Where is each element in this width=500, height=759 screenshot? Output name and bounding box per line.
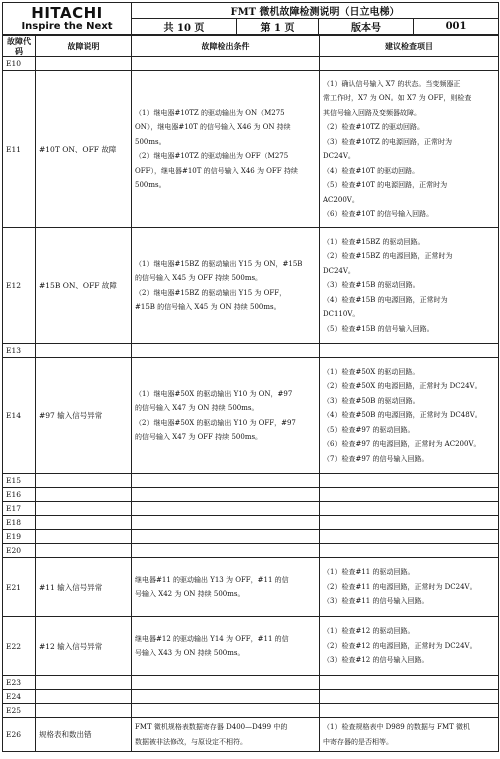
condition-line: 号输入 X43 为 ON 持续 500ms。 bbox=[135, 649, 245, 657]
check-line: （2）检查#15BZ 的电源回路，正常时为 bbox=[323, 252, 453, 261]
fault-description bbox=[36, 502, 132, 516]
check-items bbox=[320, 718, 499, 752]
fault-code: E21 bbox=[3, 558, 36, 617]
logo-tagline: Inspire the Next bbox=[21, 20, 113, 32]
table-row bbox=[3, 530, 499, 544]
table-row bbox=[3, 617, 499, 676]
fault-description bbox=[36, 690, 132, 704]
fault-description bbox=[36, 57, 132, 71]
version-value: 001 bbox=[414, 19, 499, 35]
condition-line: FMT 微机规格表数据寄存器 D400—D499 中的 bbox=[135, 723, 288, 731]
fault-code: E10 bbox=[3, 57, 36, 71]
fault-description bbox=[36, 676, 132, 690]
fault-condition bbox=[132, 358, 320, 474]
condition-line: 500ms。 bbox=[135, 137, 166, 146]
table-row bbox=[3, 502, 499, 516]
fault-description: #97 输入信号异常 bbox=[36, 358, 132, 474]
condition-line: 500ms。 bbox=[135, 181, 166, 189]
fault-table bbox=[2, 35, 499, 752]
check-line: （3）检查#11 的信号输入回路。 bbox=[323, 597, 429, 606]
fault-code: E23 bbox=[3, 676, 36, 690]
col-header-desc: 故障说明 bbox=[36, 36, 132, 57]
check-line: （5）检查#97 的驱动回路。 bbox=[323, 425, 415, 434]
version-label: 版本号 bbox=[319, 19, 414, 35]
check-line: （3）检查#15B 的驱动回路。 bbox=[323, 281, 420, 290]
table-row bbox=[3, 516, 499, 530]
condition-line: （2）继电器#15BZ 的驱动输出 Y15 为 OFF， bbox=[135, 288, 287, 297]
header-table bbox=[2, 2, 499, 35]
fault-description bbox=[36, 488, 132, 502]
fault-code: E18 bbox=[3, 516, 36, 530]
fault-code: E12 bbox=[3, 228, 36, 344]
fault-code: E25 bbox=[3, 704, 36, 718]
col-header-code: 故障代码 bbox=[3, 36, 36, 57]
fault-table-body bbox=[3, 57, 499, 752]
table-row bbox=[3, 57, 499, 71]
table-row bbox=[3, 228, 499, 344]
condition-line: （1）继电器#15BZ 的驱动输出 Y15 为 ON，#15B bbox=[135, 259, 303, 268]
check-line: AC200V。 bbox=[323, 195, 359, 204]
fault-code: E26 bbox=[3, 718, 36, 752]
condition-line: 的信号输入 X47 为 OFF 持续 500ms。 bbox=[135, 433, 263, 441]
fault-code: E24 bbox=[3, 690, 36, 704]
fault-condition bbox=[132, 676, 320, 690]
fault-code: E11 bbox=[3, 71, 36, 228]
fault-condition bbox=[132, 502, 320, 516]
fault-condition bbox=[132, 228, 320, 344]
fault-code: E13 bbox=[3, 344, 36, 358]
check-items bbox=[320, 488, 499, 502]
fault-description bbox=[36, 516, 132, 530]
check-line: （1）检查规格表中 D989 的数据与 FMT 微机 bbox=[323, 723, 471, 731]
fault-condition bbox=[132, 530, 320, 544]
fault-condition bbox=[132, 558, 320, 617]
check-line: 其信号输入回路及变频器故障。 bbox=[323, 108, 421, 117]
check-line: （2）检查#10TZ 的驱动回路。 bbox=[323, 123, 424, 131]
table-row bbox=[3, 71, 499, 228]
fault-code: E19 bbox=[3, 530, 36, 544]
condition-line: 的信号输入 X45 为 OFF 持续 500ms。 bbox=[135, 274, 263, 282]
fault-description: #10T ON、OFF 故障 bbox=[36, 71, 132, 228]
check-items bbox=[320, 690, 499, 704]
check-line: （3）检查#10TZ 的电源回路，正常时为 bbox=[323, 137, 452, 146]
condition-line: （1）继电器#50X 的驱动输出 Y10 为 ON，#97 bbox=[135, 389, 293, 398]
condition-line: 继电器#12 的驱动输出 Y14 为 OFF，#11 的信 bbox=[135, 634, 289, 643]
total-pages: 共 10 页 bbox=[132, 19, 237, 35]
fault-description: 规格表和数出错 bbox=[36, 718, 132, 752]
hitachi-logo bbox=[3, 3, 132, 35]
fault-code: E14 bbox=[3, 358, 36, 474]
check-items bbox=[320, 516, 499, 530]
fault-condition bbox=[132, 617, 320, 676]
fault-description: #15B ON、OFF 故障 bbox=[36, 228, 132, 344]
check-line: （4）检查#15B 的电源回路，正常时为 bbox=[323, 295, 448, 304]
document-page bbox=[2, 2, 498, 752]
check-line: （6）检查#97 的电源回路，正常时为 AC200V。 bbox=[323, 440, 481, 449]
check-line: （1）检查#11 的驱动回路。 bbox=[323, 568, 415, 577]
table-row bbox=[3, 676, 499, 690]
check-line: DC110V。 bbox=[323, 310, 360, 319]
table-row bbox=[3, 488, 499, 502]
col-header-cond: 故障检出条件 bbox=[132, 36, 320, 57]
fault-condition bbox=[132, 544, 320, 558]
condition-line: 继电器#11 的驱动输出 Y13 为 OFF，#11 的信 bbox=[135, 575, 289, 584]
check-line: （2）检查#11 的电源回路，正常时为 DC24V。 bbox=[323, 582, 477, 591]
check-items bbox=[320, 228, 499, 344]
table-row bbox=[3, 690, 499, 704]
col-header-check: 建议检查项目 bbox=[320, 36, 499, 57]
fault-description bbox=[36, 530, 132, 544]
check-line: 常工作时，X7 为 ON。如 X7 为 OFF，则检查 bbox=[323, 94, 472, 102]
fault-code: E16 bbox=[3, 488, 36, 502]
fault-description: #12 输入信号异常 bbox=[36, 617, 132, 676]
table-row bbox=[3, 558, 499, 617]
column-header-row bbox=[3, 36, 499, 57]
fault-description bbox=[36, 344, 132, 358]
condition-line: 数据被非法修改，与原设定不相符。 bbox=[135, 737, 247, 746]
fault-condition bbox=[132, 704, 320, 718]
check-line: （2）检查#50X 的电源回路，正常时为 DC24V。 bbox=[323, 382, 482, 391]
fault-description bbox=[36, 704, 132, 718]
condition-line: #15B 的信号输入 X45 为 ON 持续 500ms。 bbox=[135, 303, 281, 311]
fault-condition bbox=[132, 71, 320, 228]
check-line: （1）检查#15BZ 的驱动回路。 bbox=[323, 237, 425, 246]
check-line: （2）检查#12 的电源回路，正常时为 DC24V。 bbox=[323, 641, 477, 650]
fault-condition bbox=[132, 516, 320, 530]
condition-line: 号输入 X42 为 ON 持续 500ms。 bbox=[135, 590, 245, 598]
fault-code: E20 bbox=[3, 544, 36, 558]
check-items bbox=[320, 676, 499, 690]
check-items bbox=[320, 502, 499, 516]
condition-line: （1）继电器#10TZ 的驱动输出为 ON（M275 bbox=[135, 108, 285, 117]
fault-condition bbox=[132, 57, 320, 71]
fault-condition bbox=[132, 690, 320, 704]
check-line: （1）确认信号输入 X7 的状态。当变频器正 bbox=[323, 79, 461, 88]
document-title: FMT 微机故障检测说明（日立电梯） bbox=[132, 3, 499, 19]
condition-line: （2）继电器#50X 的驱动输出 Y10 为 OFF，#97 bbox=[135, 418, 296, 427]
fault-description: #11 输入信号异常 bbox=[36, 558, 132, 617]
check-line: （5）检查#10T 的电源回路，正常时为 bbox=[323, 181, 448, 189]
check-items bbox=[320, 544, 499, 558]
check-items bbox=[320, 530, 499, 544]
fault-condition bbox=[132, 488, 320, 502]
table-row bbox=[3, 474, 499, 488]
fault-code: E15 bbox=[3, 474, 36, 488]
table-row bbox=[3, 344, 499, 358]
check-line: （6）检查#10T 的信号输入回路。 bbox=[323, 210, 434, 218]
condition-line: ON），继电器#10T 的信号输入 X46 为 ON 持续 bbox=[135, 123, 291, 131]
check-line: （3）检查#12 的信号输入回路。 bbox=[323, 656, 429, 665]
fault-code: E22 bbox=[3, 617, 36, 676]
condition-line: （2）继电器#10TZ 的驱动输出为 OFF（M275 bbox=[135, 152, 289, 160]
page-number: 第 1 页 bbox=[237, 19, 319, 35]
fault-condition bbox=[132, 344, 320, 358]
check-items bbox=[320, 704, 499, 718]
check-items bbox=[320, 358, 499, 474]
check-line: （4）检查#50B 的电源回路，正常时为 DC48V。 bbox=[323, 411, 482, 420]
condition-line: OFF），继电器#10T 的信号输入 X46 为 OFF 持续 bbox=[135, 166, 298, 175]
check-items bbox=[320, 558, 499, 617]
fault-description bbox=[36, 474, 132, 488]
fault-description bbox=[36, 544, 132, 558]
check-line: （3）检查#50B 的驱动回路。 bbox=[323, 396, 420, 405]
check-items bbox=[320, 474, 499, 488]
table-row bbox=[3, 704, 499, 718]
fault-code: E17 bbox=[3, 502, 36, 516]
fault-condition bbox=[132, 718, 320, 752]
logo-main-text: HITACHI bbox=[31, 3, 103, 22]
check-items bbox=[320, 71, 499, 228]
check-line: DC24V。 bbox=[323, 266, 355, 275]
check-line: （1）检查#12 的驱动回路。 bbox=[323, 627, 415, 636]
check-line: 中寄存器的是否相等。 bbox=[323, 737, 393, 746]
check-line: （1）检查#50X 的驱动回路。 bbox=[323, 367, 420, 376]
table-row bbox=[3, 358, 499, 474]
condition-line: 的信号输入 X47 为 ON 持续 500ms。 bbox=[135, 404, 259, 412]
check-line: DC24V。 bbox=[323, 152, 355, 160]
fault-condition bbox=[132, 474, 320, 488]
check-line: （4）检查#10T 的驱动回路。 bbox=[323, 166, 420, 175]
table-row bbox=[3, 718, 499, 752]
check-line: （5）检查#15B 的信号输入回路。 bbox=[323, 324, 434, 333]
check-line: （7）检查#97 的信号输入回路。 bbox=[323, 454, 429, 463]
check-items bbox=[320, 57, 499, 71]
check-items bbox=[320, 344, 499, 358]
table-row bbox=[3, 544, 499, 558]
check-items bbox=[320, 617, 499, 676]
